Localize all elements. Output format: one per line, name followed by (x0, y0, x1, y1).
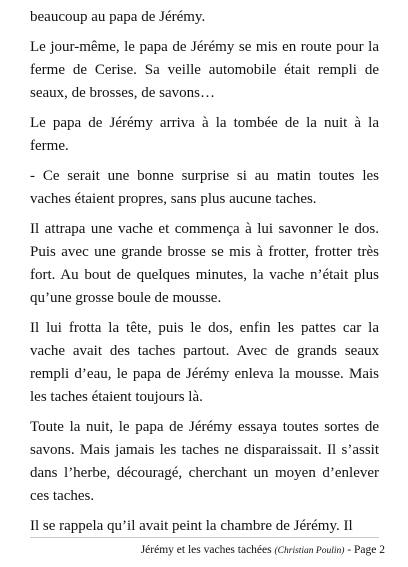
paragraph-5: Il attrapa une vache et commença à lui savonner le dos. Puis avec une grande brosse se mis à frotter, frotter très fort. Au bout de quelques minutes, la vache n’était plus qu’une grosse boule de mousse. (30, 221, 379, 306)
footer-title: Jérémy et les vaches tachées (140, 544, 272, 556)
paragraph-8: Il se rappela qu’il avait peint la chambre de Jérémy. Il (30, 518, 353, 534)
paragraph-7: Toute la nuit, le papa de Jérémy essaya toutes sortes de savons. Mais jamais les taches ne disparaissait. Il s’assit dans l’herbe, découragé, cherchant un moyen d’enlever ces taches. (30, 419, 379, 504)
document-body (30, 6, 379, 545)
footer-divider (30, 537, 379, 538)
footer-author: (Christian Poulin) (274, 546, 345, 556)
paragraph-1: beaucoup au papa de Jérémy. (30, 9, 206, 25)
paragraph-4: - Ce serait une bonne surprise si au matin toutes les vaches étaient propres, sans plus aucune taches. (30, 168, 379, 207)
page-footer (141, 543, 385, 558)
paragraph-2: Le jour-même, le papa de Jérémy se mis en route pour la ferme de Cerise. Sa veille automobile était rempli de seaux, de brosses, de savons… (30, 39, 379, 101)
paragraph-6: Il lui frotta la tête, puis le dos, enfin les pattes car la vache avait des taches partout. Avec de grands seaux rempli d’eau, le papa de Jérémy enleva la mousse. Mais les taches étaient toujours là. (30, 320, 379, 405)
footer-page-number: - Page 2 (347, 544, 385, 556)
paragraph-3: Le papa de Jérémy arriva à la tombée de la nuit à la ferme. (30, 115, 379, 154)
